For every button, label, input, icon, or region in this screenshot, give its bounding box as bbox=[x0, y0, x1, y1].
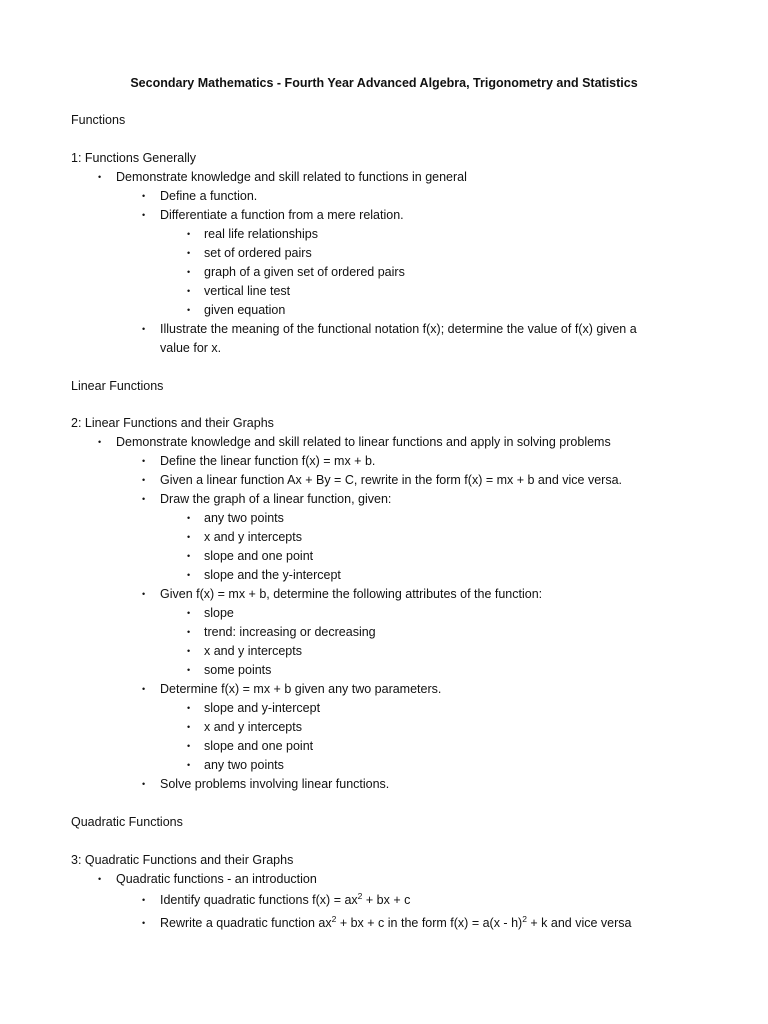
bullet: • bbox=[142, 191, 146, 201]
sub-item: slope and y-intercept bbox=[204, 701, 321, 715]
bullet: • bbox=[142, 895, 146, 905]
bullet: • bbox=[142, 210, 146, 220]
sub-item: trend: increasing or decreasing bbox=[204, 625, 376, 639]
bullet: • bbox=[187, 229, 191, 239]
bullet: • bbox=[187, 608, 191, 618]
bullet: • bbox=[187, 532, 191, 542]
bullet: • bbox=[187, 760, 191, 770]
bullet: • bbox=[142, 324, 146, 334]
bullet: • bbox=[98, 874, 102, 884]
bullet: • bbox=[142, 589, 146, 599]
item-differentiate: Differentiate a function from a mere relation. bbox=[160, 208, 404, 222]
section-heading-quadratic: Quadratic Functions bbox=[71, 815, 183, 829]
item-attributes: Given f(x) = mx + b, determine the following attributes of the function: bbox=[160, 587, 543, 601]
item-text: + bx + c bbox=[362, 893, 411, 907]
bullet: • bbox=[142, 494, 146, 504]
bullet: • bbox=[98, 172, 102, 182]
bullet: • bbox=[142, 475, 146, 485]
item-text: + bx + c in the form f(x) = a(x - h) bbox=[336, 916, 523, 930]
sub-item: x and y intercepts bbox=[204, 644, 302, 658]
sub-item: slope and the y-intercept bbox=[204, 568, 341, 582]
bullet: • bbox=[142, 456, 146, 466]
competency-2: Demonstrate knowledge and skill related to linear functions and apply in solving problems bbox=[116, 435, 611, 449]
exponent: 2 bbox=[522, 914, 527, 924]
document-title: Secondary Mathematics - Fourth Year Advanced Algebra, Trigonometry and Statistics bbox=[130, 76, 638, 90]
item-draw-graph: Draw the graph of a linear function, given: bbox=[160, 492, 392, 506]
exponent: 2 bbox=[331, 914, 337, 924]
item-rewrite-linear: Given a linear function Ax + By = C, rewrite in the form f(x) = mx + b and vice versa. bbox=[160, 473, 622, 487]
sub-item: x and y intercepts bbox=[204, 720, 302, 734]
bullet: • bbox=[187, 305, 191, 315]
bullet: • bbox=[142, 918, 146, 928]
item-text: Identify quadratic functions f(x) = ax bbox=[160, 893, 358, 907]
bullet: • bbox=[142, 684, 146, 694]
item-illustrate: Illustrate the meaning of the functional notation f(x); determine the value of f(x) given a bbox=[160, 322, 637, 336]
item-determine: Determine f(x) = mx + b given any two parameters. bbox=[160, 682, 442, 696]
bullet: • bbox=[187, 570, 191, 580]
unit-title-1: 1: Functions Generally bbox=[71, 151, 197, 165]
sub-item: graph of a given set of ordered pairs bbox=[204, 265, 405, 279]
bullet: • bbox=[187, 267, 191, 277]
section-heading-functions: Functions bbox=[71, 113, 126, 127]
bullet: • bbox=[187, 551, 191, 561]
sub-item: any two points bbox=[204, 758, 284, 772]
sub-item: some points bbox=[204, 663, 272, 677]
section-heading-linear: Linear Functions bbox=[71, 379, 164, 393]
unit-title-2: 2: Linear Functions and their Graphs bbox=[71, 416, 274, 430]
unit-title-3: 3: Quadratic Functions and their Graphs bbox=[71, 853, 294, 867]
sub-item: slope bbox=[204, 606, 234, 620]
bullet: • bbox=[187, 286, 191, 296]
sub-item: given equation bbox=[204, 303, 286, 317]
item-identify-quadratic bbox=[160, 892, 410, 908]
sub-item: slope and one point bbox=[204, 739, 314, 753]
sub-item: set of ordered pairs bbox=[204, 246, 312, 260]
sub-item: slope and one point bbox=[204, 549, 314, 563]
item-text: + k and vice versa bbox=[526, 916, 632, 930]
bullet: • bbox=[187, 722, 191, 732]
bullet: • bbox=[142, 779, 146, 789]
bullet: • bbox=[187, 627, 191, 637]
item-solve: Solve problems involving linear functions. bbox=[160, 777, 390, 791]
competency-1: Demonstrate knowledge and skill related to functions in general bbox=[116, 170, 467, 184]
item-define-function: Define a function. bbox=[160, 189, 258, 203]
bullet: • bbox=[187, 741, 191, 751]
sub-item: vertical line test bbox=[204, 284, 291, 298]
exponent: 2 bbox=[357, 891, 363, 901]
item-rewrite-quadratic bbox=[160, 915, 632, 931]
item-text: Rewrite a quadratic function ax bbox=[160, 916, 332, 930]
bullet: • bbox=[187, 513, 191, 523]
sub-item: x and y intercepts bbox=[204, 530, 302, 544]
item-illustrate-cont: value for x. bbox=[160, 341, 222, 355]
bullet: • bbox=[187, 665, 191, 675]
bullet: • bbox=[187, 703, 191, 713]
bullet: • bbox=[187, 248, 191, 258]
competency-3: Quadratic functions - an introduction bbox=[116, 872, 317, 886]
bullet: • bbox=[187, 646, 191, 656]
sub-item: real life relationships bbox=[204, 227, 318, 241]
item-define-linear: Define the linear function f(x) = mx + b. bbox=[160, 454, 376, 468]
sub-item: any two points bbox=[204, 511, 284, 525]
bullet: • bbox=[98, 437, 102, 447]
